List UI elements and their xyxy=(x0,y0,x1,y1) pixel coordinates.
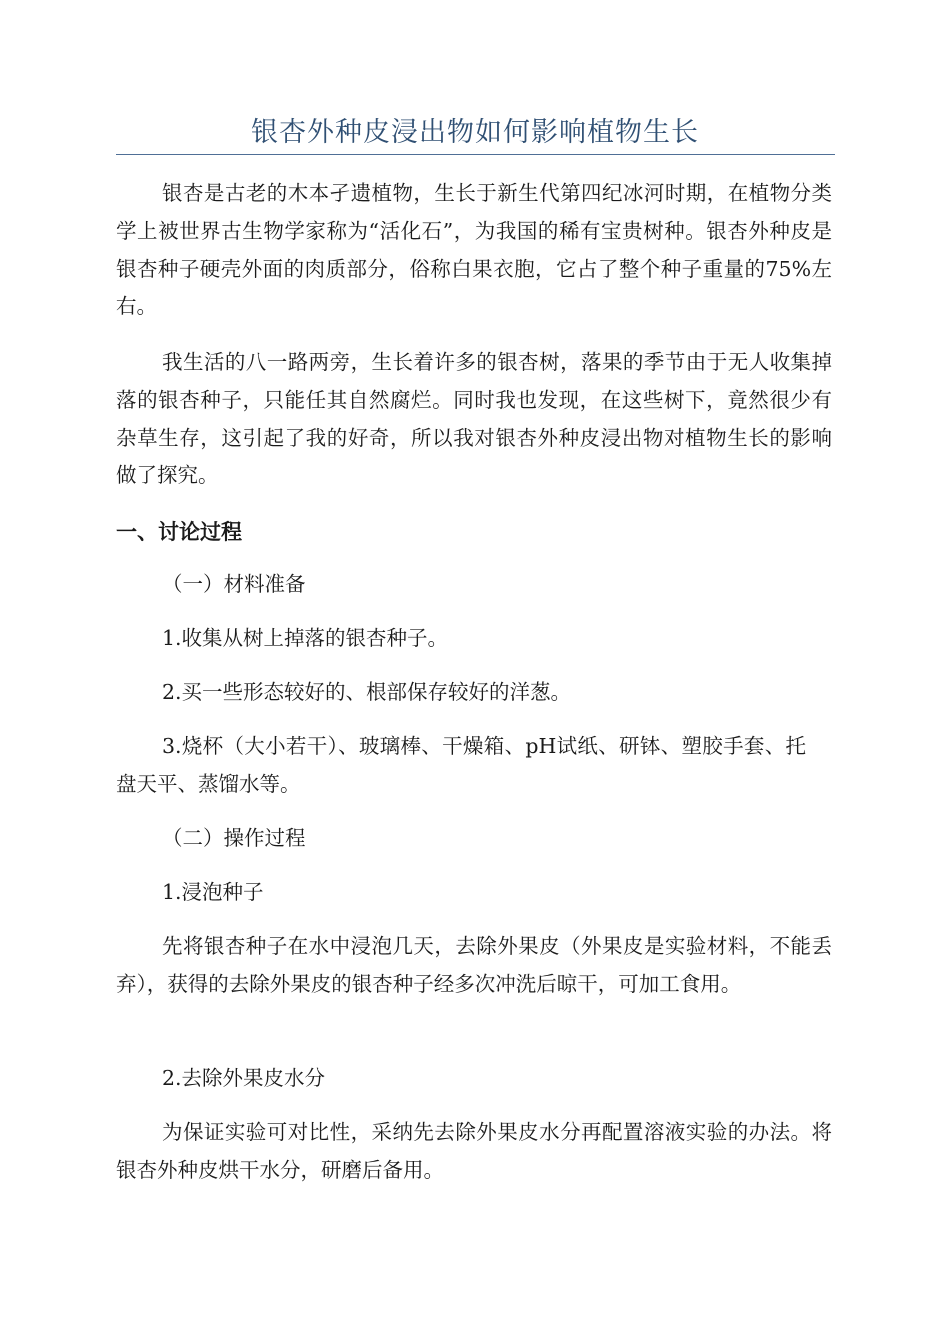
step-2-text: 为保证实验可对比性，采纳先去除外果皮水分再配置溶液实验的办法。将银杏外种皮烘干水分，研磨后备用。 xyxy=(116,1120,832,1182)
subsection-heading-procedure: （二）操作过程 xyxy=(162,826,306,850)
materials-item-3: 3.烧杯（大小若干）、玻璃棒、干燥箱、pH试纸、研钵、塑胶手套、托盘天平、蒸馏水等。 xyxy=(116,734,806,796)
intro-paragraph-1: 银杏是古老的木本孑遗植物，生长于新生代第四纪冰河时期，在植物分类学上被世界古生物学家称为“活化石”，为我国的稀有宝贵树种。银杏外种皮是银杏种子硬壳外面的肉质部分，俗称白果衣胞，它占了整个种子重量的75%左右。 xyxy=(116,181,832,319)
step-1-heading: 1.浸泡种子 xyxy=(162,880,264,904)
materials-item-1: 1.收集从树上掉落的银杏种子。 xyxy=(162,626,449,650)
document-title: 银杏外种皮浸出物如何影响植物生长 xyxy=(251,117,699,148)
subsection-heading-materials: （一）材料准备 xyxy=(162,572,306,596)
intro-paragraph-2: 我生活的八一路两旁，生长着许多的银杏树，落果的季节由于无人收集掉落的银杏种子，只能任其自然腐烂。同时我也发现，在这些树下，竟然很少有杂草生存，这引起了我的好奇，所以我对银杏外种皮浸出物对植物生长的影响做了探究。 xyxy=(116,350,832,488)
section-heading-discussion: 一、讨论过程 xyxy=(116,519,242,544)
step-2-heading: 2.去除外果皮水分 xyxy=(162,1066,326,1090)
step-1-text: 先将银杏种子在水中浸泡几天，去除外果皮（外果皮是实验材料，不能丢弃），获得的去除外果皮的银杏种子经多次冲洗后晾干，可加工食用。 xyxy=(116,934,832,996)
title-underline xyxy=(116,154,835,155)
materials-item-2: 2.买一些形态较好的、根部保存较好的洋葱。 xyxy=(162,680,572,704)
